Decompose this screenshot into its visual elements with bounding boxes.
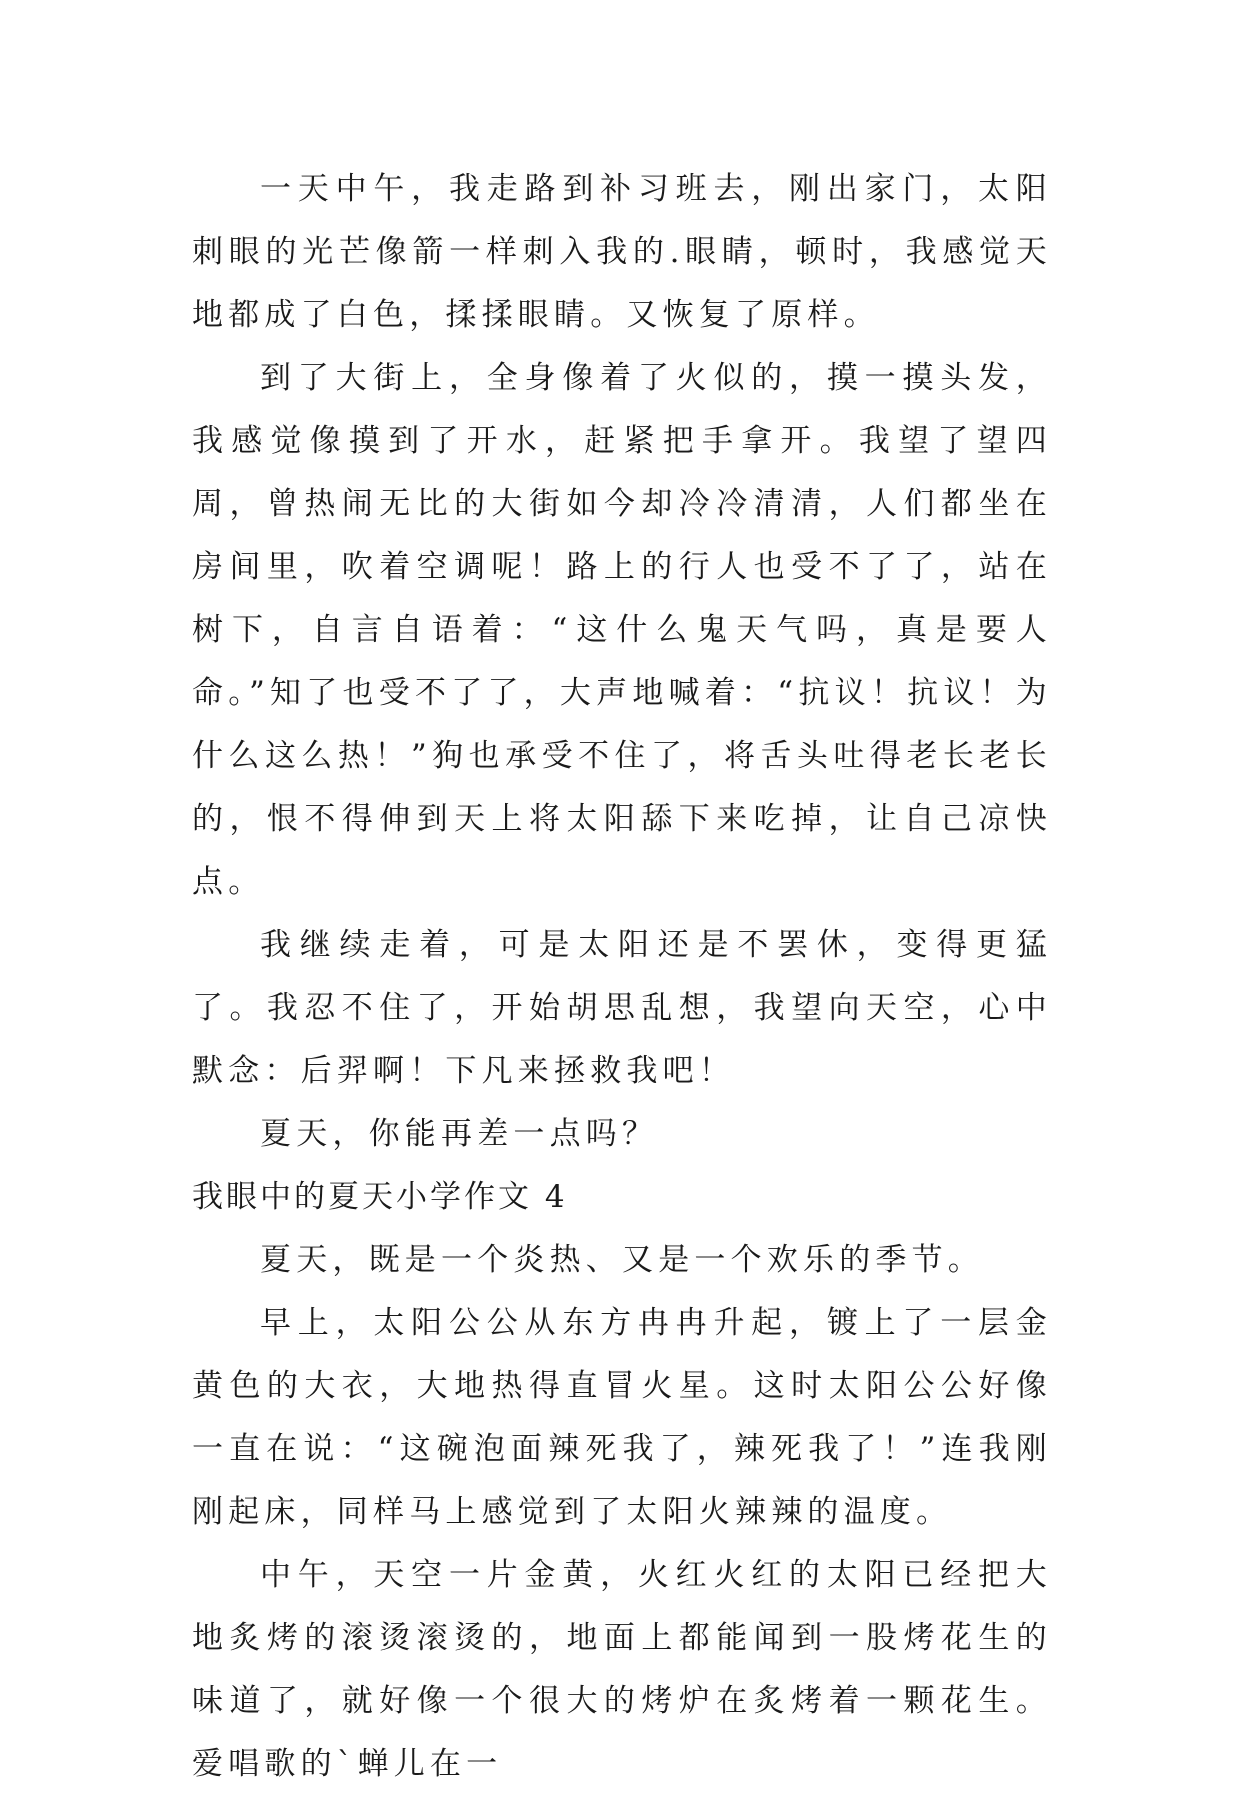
paragraph-street: 到了大街上，全身像着了火似的，摸一摸头发，我感觉像摸到了开水，赶紧把手拿开。我望了望四周，曾热闹无比的大街如今却冷冷清清，人们都坐在房间里，吹着空调呢！路上的行人也受不了了，站在树下，自言自语着：“这什么鬼天气吗，真是要人命。”知了也受不了了，大声地喊着：“抗议！抗议！为什么这么热！”狗也承受不住了，将舌头吐得老长老长的，恨不得伸到天上将太阳舔下来吃掉，让自己凉快点。 xyxy=(192,360,1052,900)
paragraph-summer-question: 夏天，你能再差一点吗？ xyxy=(260,1116,659,1152)
paragraph-continue-walking: 我继续走着，可是太阳还是不罢休，变得更猛了。我忍不住了，开始胡思乱想，我望向天空，心中默念：后羿啊！下凡来拯救我吧！ xyxy=(192,927,1052,1089)
paragraph-morning: 早上，太阳公公从东方冉冉升起，镀上了一层金黄色的大衣，大地热得直冒火星。这时太阳公公好像一直在说：“这碗泡面辣死我了，辣死我了！”连我刚刚起床，同样马上感觉到了太阳火辣辣的温度。 xyxy=(192,1305,1052,1530)
paragraph-summer-season: 夏天，既是一个炎热、又是一个欢乐的季节。 xyxy=(260,1242,984,1278)
document-body xyxy=(192,158,1052,1796)
paragraph-noon: 中午，天空一片金黄，火红火红的太阳已经把大地炙烤的滚烫滚烫的，地面上都能闻到一股烤花生的味道了，就好像一个很大的烤炉在炙烤着一颗花生。爱唱歌的`蝉儿在一 xyxy=(192,1557,1052,1782)
essay-heading: 我眼中的夏天小学作文 4 xyxy=(192,1179,568,1215)
paragraph-noon-walk: 一天中午，我走路到补习班去，刚出家门，太阳刺眼的光芒像箭一样刺入我的.眼睛，顿时，我感觉天地都成了白色，揉揉眼睛。又恢复了原样。 xyxy=(192,171,1052,333)
